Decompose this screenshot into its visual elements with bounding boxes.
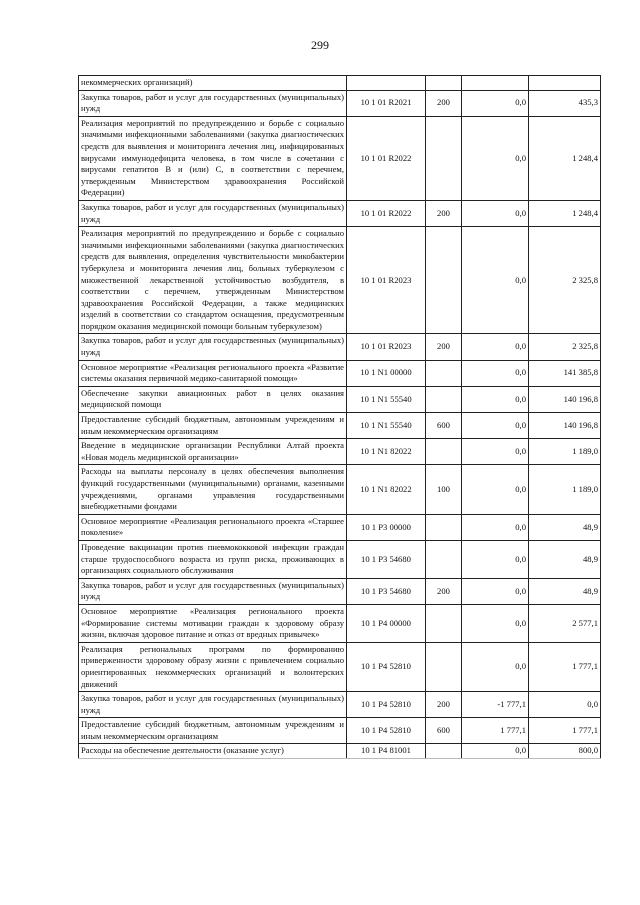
amount-total-cell: 1 189,0	[529, 439, 601, 465]
target-article-cell: 10 1 01 R2022	[347, 200, 426, 226]
amount-total-cell: 1 248,4	[529, 116, 601, 200]
amount-total-cell	[529, 76, 601, 91]
table-row	[79, 413, 601, 439]
table-row	[79, 578, 601, 604]
row-name-cell: Реализация мероприятий по предупреждению и борьбе с социально значимыми инфекционными заболеваниями (закупка диагностических средств для выявления и мониторинга лечения лиц, инфицированных вирусами иммунодефицита человека, в том числе в сочетании с вирусами гепатитов B и (или) C, в соответствии с перечнем, утвержденным Министерством здравоохранения Российской Федерации)	[79, 116, 347, 200]
row-name-cell: Закупка товаров, работ и услуг для государственных (муниципальных) нужд	[79, 334, 347, 360]
expense-type-cell: 200	[426, 90, 462, 116]
target-article-cell: 10 1 01 R2021	[347, 90, 426, 116]
amount-change-cell: 0,0	[462, 465, 529, 514]
expense-type-cell: 200	[426, 578, 462, 604]
target-article-cell: 10 1 N1 55540	[347, 386, 426, 412]
table-row	[79, 718, 601, 744]
table-row	[79, 744, 601, 759]
target-article-cell: 10 1 N1 82022	[347, 465, 426, 514]
expense-type-cell: 200	[426, 692, 462, 718]
amount-change-cell	[462, 76, 529, 91]
expense-type-cell	[426, 642, 462, 691]
amount-total-cell: 2 577,1	[529, 604, 601, 642]
target-article-cell: 10 1 N1 00000	[347, 360, 426, 386]
amount-total-cell: 140 196,8	[529, 386, 601, 412]
row-name-cell: Предоставление субсидий бюджетным, автономным учреждениям и иным некоммерческим организациям	[79, 718, 347, 744]
amount-change-cell: 0,0	[462, 604, 529, 642]
amount-change-cell: 0,0	[462, 413, 529, 439]
row-name-cell: Закупка товаров, работ и услуг для государственных (муниципальных) нужд	[79, 90, 347, 116]
amount-change-cell: 0,0	[462, 227, 529, 334]
amount-total-cell: 48,9	[529, 540, 601, 578]
amount-change-cell: 0,0	[462, 540, 529, 578]
table-row	[79, 604, 601, 642]
page-number: 299	[311, 38, 329, 52]
amount-change-cell: 0,0	[462, 90, 529, 116]
table-row	[79, 642, 601, 691]
expense-type-cell: 600	[426, 413, 462, 439]
target-article-cell: 10 1 P4 52810	[347, 692, 426, 718]
table-row	[79, 90, 601, 116]
row-name-cell: Закупка товаров, работ и услуг для государственных (муниципальных) нужд	[79, 578, 347, 604]
budget-table	[78, 75, 601, 759]
amount-total-cell: 1 777,1	[529, 642, 601, 691]
target-article-cell: 10 1 P4 00000	[347, 604, 426, 642]
row-name-cell: Закупка товаров, работ и услуг для государственных (муниципальных) нужд	[79, 200, 347, 226]
amount-change-cell: 0,0	[462, 514, 529, 540]
expense-type-cell	[426, 360, 462, 386]
amount-change-cell: 0,0	[462, 200, 529, 226]
table-row	[79, 386, 601, 412]
amount-total-cell: 141 385,8	[529, 360, 601, 386]
amount-total-cell: 800,0	[529, 744, 601, 759]
expense-type-cell	[426, 514, 462, 540]
target-article-cell: 10 1 P4 52810	[347, 642, 426, 691]
row-name-cell: Основное мероприятие «Реализация регионального проекта «Старшее поколение»	[79, 514, 347, 540]
amount-total-cell: 1 189,0	[529, 465, 601, 514]
amount-change-cell: 0,0	[462, 334, 529, 360]
row-name-cell: Обеспечение закупки авиационных работ в целях оказания медицинской помощи	[79, 386, 347, 412]
amount-change-cell: 0,0	[462, 578, 529, 604]
amount-total-cell: 2 325,8	[529, 227, 601, 334]
table-row	[79, 540, 601, 578]
target-article-cell: 10 1 P3 00000	[347, 514, 426, 540]
amount-change-cell: 0,0	[462, 744, 529, 759]
amount-total-cell: 0,0	[529, 692, 601, 718]
row-name-cell: Предоставление субсидий бюджетным, автономным учреждениям и иным некоммерческим организациям	[79, 413, 347, 439]
target-article-cell: 10 1 01 R2023	[347, 227, 426, 334]
row-name-cell: Расходы на обеспечение деятельности (оказание услуг)	[79, 744, 347, 759]
table-row	[79, 439, 601, 465]
row-name-cell: Реализация мероприятий по предупреждению и борьбе с социально значимыми инфекционными заболеваниями (закупка диагностических средств для выявления, определения чувствительности микобактерии туберкулеза и мониторинга лечения лиц, больных туберкулезом с множественной лекарственной устойчивостью возбудителя, в соответствии с перечнем, утвержденным Министерством здравоохранения Российской Федерации, а также медицинских изделий в соответствии со стандартом оснащения, предусмотренным порядком оказания медицинской помощи больным туберкулезом)	[79, 227, 347, 334]
amount-total-cell: 48,9	[529, 514, 601, 540]
target-article-cell	[347, 76, 426, 91]
amount-change-cell: 0,0	[462, 439, 529, 465]
expense-type-cell	[426, 227, 462, 334]
amount-total-cell: 435,3	[529, 90, 601, 116]
amount-total-cell: 48,9	[529, 578, 601, 604]
target-article-cell: 10 1 P4 81001	[347, 744, 426, 759]
table-row	[79, 334, 601, 360]
expense-type-cell	[426, 76, 462, 91]
amount-change-cell: 0,0	[462, 642, 529, 691]
row-name-cell: Расходы на выплаты персоналу в целях обеспечения выполнения функций государственными (муниципальными) органами, казенными учреждениями, органами управления государственными внебюджетными фондами	[79, 465, 347, 514]
table-row	[79, 76, 601, 91]
target-article-cell: 10 1 N1 82022	[347, 439, 426, 465]
expense-type-cell: 600	[426, 718, 462, 744]
row-name-cell: некоммерческих организаций)	[79, 76, 347, 91]
amount-change-cell: 0,0	[462, 386, 529, 412]
expense-type-cell: 100	[426, 465, 462, 514]
amount-change-cell: 1 777,1	[462, 718, 529, 744]
table-row	[79, 227, 601, 334]
expense-type-cell: 200	[426, 334, 462, 360]
amount-change-cell: 0,0	[462, 360, 529, 386]
row-name-cell: Основное мероприятие «Реализация регионального проекта «Формирование системы мотивации граждан к здоровому образу жизни, включая здоровое питание и отказ от вредных привычек»	[79, 604, 347, 642]
expense-type-cell	[426, 386, 462, 412]
target-article-cell: 10 1 01 R2023	[347, 334, 426, 360]
expense-type-cell	[426, 439, 462, 465]
table-row	[79, 465, 601, 514]
row-name-cell: Реализация региональных программ по формированию приверженности здоровому образу жизни с привлечением социально ориентированных некоммерческих организаций и волонтерских движений	[79, 642, 347, 691]
table-row	[79, 200, 601, 226]
expense-type-cell	[426, 604, 462, 642]
table-row	[79, 360, 601, 386]
table-row	[79, 116, 601, 200]
amount-change-cell: -1 777,1	[462, 692, 529, 718]
table-row	[79, 514, 601, 540]
target-article-cell: 10 1 01 R2022	[347, 116, 426, 200]
row-name-cell: Введение в медицинские организации Республики Алтай проекта «Новая модель медицинской организации»	[79, 439, 347, 465]
target-article-cell: 10 1 N1 55540	[347, 413, 426, 439]
amount-total-cell: 1 248,4	[529, 200, 601, 226]
amount-total-cell: 2 325,8	[529, 334, 601, 360]
table-row	[79, 692, 601, 718]
expense-type-cell: 200	[426, 200, 462, 226]
expense-type-cell	[426, 744, 462, 759]
row-name-cell: Проведение вакцинации против пневмококковой инфекции граждан старше трудоспособного возраста из групп риска, проживающих в организациях социального обслуживания	[79, 540, 347, 578]
target-article-cell: 10 1 P3 54680	[347, 578, 426, 604]
budget-table-body	[79, 76, 601, 759]
amount-total-cell: 1 777,1	[529, 718, 601, 744]
row-name-cell: Основное мероприятие «Реализация регионального проекта «Развитие системы оказания первичной медико-санитарной помощи»	[79, 360, 347, 386]
amount-change-cell: 0,0	[462, 116, 529, 200]
amount-total-cell: 140 196,8	[529, 413, 601, 439]
target-article-cell: 10 1 P4 52810	[347, 718, 426, 744]
row-name-cell: Закупка товаров, работ и услуг для государственных (муниципальных) нужд	[79, 692, 347, 718]
expense-type-cell	[426, 116, 462, 200]
target-article-cell: 10 1 P3 54680	[347, 540, 426, 578]
expense-type-cell	[426, 540, 462, 578]
